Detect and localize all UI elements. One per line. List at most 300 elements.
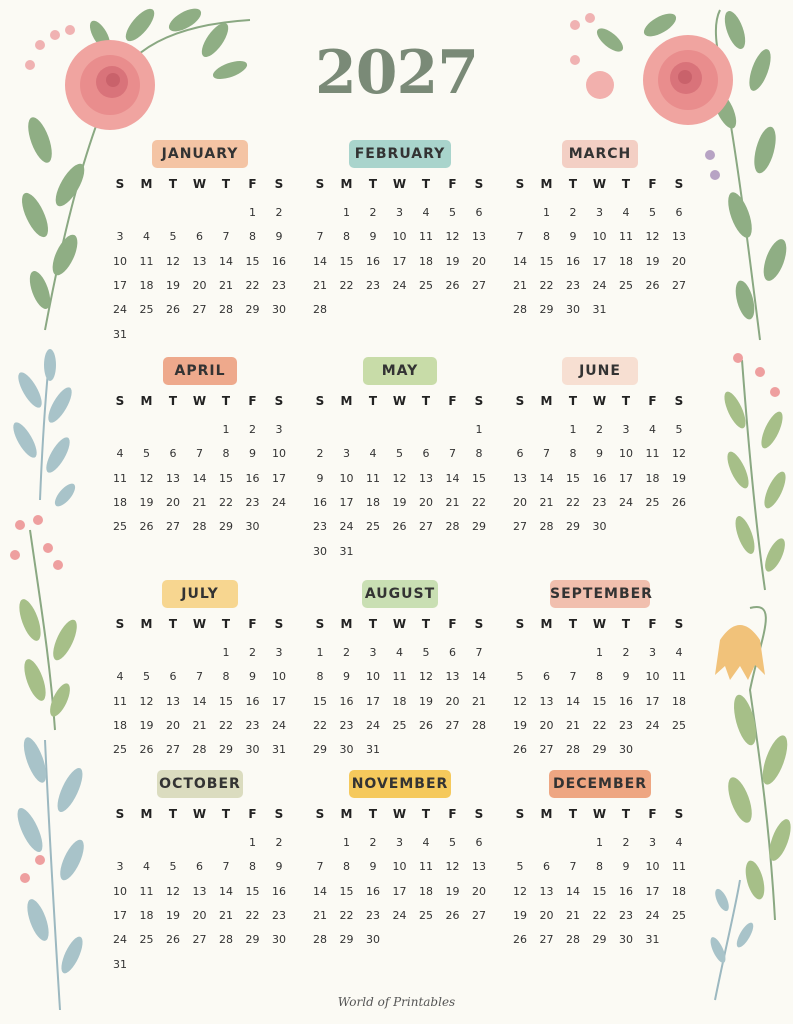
- day-cell: 17: [645, 694, 660, 708]
- day-cell: 21: [192, 495, 207, 509]
- day-cell: 17: [113, 908, 127, 922]
- weekday-label: F: [448, 807, 457, 821]
- day-cell: 20: [672, 254, 686, 268]
- day-cell: 22: [472, 495, 486, 509]
- weekday-label: S: [515, 394, 525, 408]
- bellflower-icon: [715, 625, 765, 680]
- weekday-label: T: [368, 807, 378, 821]
- day-cell: 25: [419, 278, 433, 292]
- day-cell: 16: [272, 884, 286, 898]
- day-cell: 6: [196, 860, 203, 874]
- month-label: FEBRUARY: [349, 140, 451, 168]
- day-cell: 7: [569, 860, 577, 874]
- day-cell: 11: [113, 694, 127, 708]
- day-cell: 20: [539, 908, 554, 922]
- weekday-label: T: [421, 177, 431, 191]
- day-cell: 2: [343, 646, 350, 659]
- day-cell: 10: [645, 670, 660, 684]
- day-cell: 23: [245, 718, 260, 732]
- weekday-label: M: [140, 807, 153, 821]
- day-cell: 20: [472, 254, 486, 268]
- day-cell: 18: [392, 694, 407, 708]
- day-cell: 8: [596, 670, 603, 684]
- weekday-label: S: [474, 394, 484, 408]
- day-cell: 3: [396, 836, 403, 849]
- month-label: DECEMBER: [549, 770, 651, 798]
- day-cell: 24: [392, 278, 407, 292]
- day-cell: 28: [566, 743, 580, 757]
- day-cell: 14: [219, 884, 233, 898]
- weekday-label: F: [448, 394, 457, 408]
- day-cell: 31: [113, 327, 127, 341]
- day-cell: 19: [445, 254, 460, 268]
- day-cell: 8: [249, 230, 256, 244]
- day-cell: 30: [619, 933, 633, 947]
- day-cell: 10: [592, 230, 607, 244]
- month-label: NOVEMBER: [349, 770, 451, 798]
- day-cell: 17: [592, 254, 607, 268]
- weekday-label: W: [392, 394, 407, 408]
- weekday-header: [115, 807, 295, 823]
- day-cell: 29: [472, 520, 486, 534]
- day-cell: 22: [219, 718, 233, 732]
- day-cell: 1: [596, 836, 603, 849]
- day-cell: 27: [419, 520, 433, 534]
- day-cell: 2: [596, 423, 603, 436]
- day-cell: 25: [139, 933, 154, 947]
- day-cell: 24: [619, 495, 633, 509]
- weekday-header: [515, 617, 695, 633]
- day-cell: 21: [219, 278, 233, 292]
- day-cell: 2: [369, 836, 377, 849]
- weekday-label: S: [315, 617, 325, 631]
- day-cell: 12: [645, 230, 660, 244]
- day-cell: 2: [622, 836, 630, 849]
- weekday-label: T: [168, 177, 178, 191]
- day-cell: 23: [366, 908, 380, 922]
- day-cell: 19: [166, 278, 180, 292]
- day-cell: 26: [166, 933, 180, 947]
- day-cell: 30: [272, 303, 286, 317]
- day-cell: 1: [343, 836, 350, 849]
- day-cell: 4: [422, 836, 430, 849]
- day-cell: 3: [596, 206, 603, 219]
- day-cell: 2: [316, 447, 324, 461]
- day-cell: 28: [219, 933, 233, 947]
- weekday-label: F: [648, 807, 657, 821]
- day-cell: 28: [472, 718, 486, 732]
- day-cell: 8: [475, 447, 483, 461]
- day-cell: 3: [622, 423, 630, 436]
- day-cell: 13: [445, 670, 460, 684]
- day-cell: 10: [392, 230, 407, 244]
- day-cell: 6: [675, 206, 683, 219]
- day-cell: 9: [369, 860, 377, 874]
- day-cell: 24: [645, 908, 660, 922]
- weekday-label: S: [515, 617, 525, 631]
- day-cell: 20: [192, 908, 207, 922]
- weekday-label: T: [168, 617, 178, 631]
- day-cell: 18: [419, 254, 433, 268]
- day-cell: 14: [313, 884, 327, 898]
- day-cell: 1: [316, 646, 324, 659]
- day-cell: 17: [392, 884, 407, 898]
- day-cell: 15: [472, 471, 486, 485]
- day-cell: 25: [419, 908, 433, 922]
- day-cell: 19: [139, 718, 154, 732]
- day-cell: 27: [192, 933, 207, 947]
- weekday-label: W: [392, 807, 407, 821]
- day-cell: 8: [543, 230, 550, 244]
- day-cell: 23: [366, 278, 380, 292]
- day-cell: 29: [592, 933, 607, 947]
- weekday-header: [115, 617, 295, 633]
- weekday-label: F: [648, 617, 657, 631]
- day-cell: 23: [619, 718, 633, 732]
- day-cell: 17: [272, 471, 286, 485]
- day-cell: 17: [113, 278, 127, 292]
- day-cell: 2: [275, 836, 283, 849]
- day-cell: 30: [245, 520, 260, 534]
- day-cell: 6: [196, 230, 203, 244]
- brand-footer: World of Printables: [337, 995, 456, 1009]
- day-cell: 14: [472, 670, 486, 684]
- day-cell: 27: [472, 908, 486, 922]
- day-cell: 18: [672, 884, 686, 898]
- day-cell: 11: [645, 447, 660, 461]
- weekday-label: T: [421, 617, 431, 631]
- day-cell: 15: [219, 694, 233, 708]
- day-cell: 15: [339, 254, 354, 268]
- day-cell: 25: [392, 718, 407, 732]
- day-cell: 6: [169, 447, 177, 461]
- day-cell: 25: [113, 743, 127, 757]
- day-cell: 5: [449, 206, 456, 219]
- day-cell: 14: [539, 471, 554, 485]
- day-cell: 20: [166, 718, 180, 732]
- day-cell: 30: [313, 544, 327, 558]
- day-cell: 15: [566, 471, 580, 485]
- day-cell: 28: [539, 520, 554, 534]
- day-cell: 9: [596, 447, 603, 461]
- day-cell: 23: [592, 495, 607, 509]
- day-cell: 9: [343, 670, 350, 684]
- weekday-label: T: [221, 617, 231, 631]
- day-cell: 22: [592, 908, 607, 922]
- weekday-label: W: [192, 394, 207, 408]
- weekday-label: W: [592, 617, 607, 631]
- day-cell: 7: [569, 670, 577, 684]
- day-cell: 12: [139, 694, 154, 708]
- day-cell: 28: [445, 520, 460, 534]
- weekday-header: [515, 177, 695, 193]
- day-cell: 13: [472, 230, 486, 244]
- day-cell: 5: [143, 447, 150, 461]
- day-cell: 24: [392, 908, 407, 922]
- weekday-label: T: [421, 807, 431, 821]
- day-cell: 21: [219, 908, 233, 922]
- weekday-label: M: [340, 177, 353, 191]
- weekday-label: T: [621, 177, 631, 191]
- day-cell: 24: [645, 718, 660, 732]
- day-cell: 12: [419, 670, 433, 684]
- weekday-label: S: [274, 394, 284, 408]
- day-cell: 17: [619, 471, 633, 485]
- day-cell: 26: [139, 743, 154, 757]
- day-cell: 29: [339, 933, 354, 947]
- day-cell: 20: [513, 495, 527, 509]
- day-cell: 30: [566, 303, 580, 317]
- weekday-label: S: [515, 807, 525, 821]
- day-cell: 9: [275, 860, 283, 874]
- day-cell: 26: [672, 495, 686, 509]
- month-label: AUGUST: [362, 580, 438, 608]
- weekday-label: M: [340, 807, 353, 821]
- day-cell: 7: [316, 860, 324, 874]
- day-cell: 13: [166, 471, 180, 485]
- weekday-label: S: [315, 177, 325, 191]
- day-cell: 27: [472, 278, 486, 292]
- day-cell: 6: [449, 646, 456, 659]
- weekday-label: M: [140, 394, 153, 408]
- day-cell: 23: [272, 278, 286, 292]
- day-cell: 1: [249, 836, 256, 849]
- day-cell: 11: [392, 670, 407, 684]
- weekday-label: W: [592, 394, 607, 408]
- weekday-label: S: [274, 177, 284, 191]
- weekday-label: M: [140, 177, 153, 191]
- day-cell: 7: [196, 670, 203, 684]
- day-cell: 22: [245, 908, 260, 922]
- day-cell: 27: [513, 520, 527, 534]
- day-cell: 15: [313, 694, 327, 708]
- day-cell: 16: [272, 254, 286, 268]
- day-cell: 26: [445, 278, 460, 292]
- day-cell: 25: [672, 908, 686, 922]
- day-cell: 1: [475, 423, 483, 436]
- day-cell: 28: [513, 303, 527, 317]
- day-cell: 20: [445, 694, 460, 708]
- weekday-label: T: [368, 177, 378, 191]
- day-cell: 21: [513, 278, 527, 292]
- day-cell: 12: [445, 860, 460, 874]
- day-cell: 29: [566, 520, 580, 534]
- day-cell: 29: [313, 743, 327, 757]
- day-cell: 11: [619, 230, 633, 244]
- day-cell: 12: [513, 694, 527, 708]
- day-cell: 19: [392, 495, 407, 509]
- day-cell: 12: [139, 471, 154, 485]
- day-cell: 22: [539, 278, 554, 292]
- weekday-label: T: [221, 394, 231, 408]
- day-cell: 21: [566, 718, 580, 732]
- day-cell: 31: [592, 303, 607, 317]
- day-cell: 16: [313, 495, 327, 509]
- day-cell: 5: [516, 670, 524, 684]
- day-cell: 22: [313, 718, 327, 732]
- day-cell: 26: [419, 718, 433, 732]
- day-cell: 5: [396, 447, 403, 461]
- day-cell: 11: [366, 471, 380, 485]
- month-label: JANUARY: [152, 140, 248, 168]
- day-cell: 21: [192, 718, 207, 732]
- year-title: 2027: [315, 38, 478, 108]
- day-cell: 28: [192, 520, 207, 534]
- weekday-header: [315, 617, 495, 633]
- day-cell: 31: [339, 544, 354, 558]
- weekday-label: S: [515, 177, 525, 191]
- day-cell: 27: [192, 303, 207, 317]
- day-cell: 2: [249, 646, 256, 659]
- weekday-label: S: [674, 617, 684, 631]
- weekday-label: T: [168, 807, 178, 821]
- day-cell: 4: [422, 206, 430, 219]
- day-cell: 13: [192, 884, 207, 898]
- day-cell: 12: [672, 447, 686, 461]
- day-cell: 16: [245, 471, 260, 485]
- day-cell: 17: [339, 495, 354, 509]
- day-cell: 8: [343, 860, 350, 874]
- day-cell: 6: [475, 206, 483, 219]
- day-cell: 9: [249, 447, 256, 461]
- weekday-label: T: [621, 807, 631, 821]
- day-cell: 21: [313, 908, 327, 922]
- day-cell: 26: [166, 303, 180, 317]
- weekday-label: F: [648, 177, 657, 191]
- day-cell: 17: [392, 254, 407, 268]
- day-cell: 18: [645, 471, 660, 485]
- day-cell: 30: [272, 933, 286, 947]
- month-label: MAY: [363, 357, 437, 385]
- day-cell: 13: [539, 884, 554, 898]
- day-cell: 6: [169, 670, 177, 684]
- day-cell: 13: [539, 694, 554, 708]
- weekday-label: T: [368, 394, 378, 408]
- day-cell: 7: [222, 860, 230, 874]
- day-cell: 16: [619, 694, 633, 708]
- day-cell: 4: [675, 836, 683, 849]
- weekday-label: W: [392, 617, 407, 631]
- weekday-label: M: [540, 617, 553, 631]
- day-cell: 8: [316, 670, 324, 684]
- weekday-label: W: [592, 177, 607, 191]
- day-cell: 30: [339, 743, 354, 757]
- weekday-label: M: [540, 807, 553, 821]
- weekday-header: [115, 394, 295, 410]
- day-cell: 13: [166, 694, 180, 708]
- day-cell: 28: [313, 303, 327, 317]
- day-cell: 17: [272, 694, 286, 708]
- day-cell: 19: [166, 908, 180, 922]
- day-cell: 8: [222, 670, 230, 684]
- day-cell: 9: [622, 670, 630, 684]
- weekday-label: T: [621, 617, 631, 631]
- day-cell: 23: [619, 908, 633, 922]
- day-cell: 10: [113, 254, 127, 268]
- day-cell: 29: [219, 743, 233, 757]
- day-cell: 3: [396, 206, 403, 219]
- weekday-label: F: [248, 617, 257, 631]
- weekday-label: T: [221, 807, 231, 821]
- day-cell: 18: [139, 278, 154, 292]
- day-cell: 24: [113, 303, 127, 317]
- weekday-label: S: [674, 807, 684, 821]
- weekday-header: [315, 807, 495, 823]
- month-label: JULY: [162, 580, 238, 608]
- day-cell: 7: [516, 230, 524, 244]
- day-cell: 4: [143, 860, 150, 874]
- day-cell: 6: [543, 860, 550, 874]
- weekday-label: T: [168, 394, 178, 408]
- day-cell: 14: [445, 471, 460, 485]
- day-cell: 8: [222, 447, 230, 461]
- day-cell: 1: [569, 423, 577, 436]
- day-cell: 19: [139, 495, 154, 509]
- day-cell: 22: [339, 278, 354, 292]
- day-cell: 19: [645, 254, 660, 268]
- weekday-header: [115, 177, 295, 193]
- day-cell: 21: [539, 495, 554, 509]
- day-cell: 12: [392, 471, 407, 485]
- day-cell: 10: [645, 860, 660, 874]
- day-cell: 29: [592, 743, 607, 757]
- day-cell: 26: [513, 743, 527, 757]
- day-cell: 5: [449, 836, 456, 849]
- day-cell: 2: [249, 423, 256, 436]
- weekday-label: F: [248, 177, 257, 191]
- day-cell: 22: [245, 278, 260, 292]
- weekday-label: S: [674, 177, 684, 191]
- day-cell: 13: [472, 860, 486, 874]
- month-label: JUNE: [562, 357, 638, 385]
- day-cell: 31: [113, 957, 127, 971]
- day-cell: 3: [369, 646, 377, 659]
- day-cell: 11: [672, 860, 686, 874]
- day-cell: 16: [366, 884, 380, 898]
- day-cell: 4: [143, 230, 150, 244]
- weekday-label: S: [274, 617, 284, 631]
- weekday-label: T: [421, 394, 431, 408]
- day-cell: 16: [339, 694, 354, 708]
- day-cell: 21: [472, 694, 486, 708]
- day-cell: 22: [219, 495, 233, 509]
- weekday-label: W: [192, 177, 207, 191]
- day-cell: 10: [272, 670, 286, 684]
- day-cell: 4: [649, 423, 656, 436]
- day-cell: 28: [219, 303, 233, 317]
- day-cell: 25: [366, 520, 380, 534]
- day-cell: 3: [275, 646, 283, 659]
- day-cell: 5: [675, 423, 683, 436]
- day-cell: 4: [396, 646, 403, 659]
- day-cell: 18: [619, 254, 633, 268]
- day-cell: 7: [196, 447, 203, 461]
- weekday-label: F: [448, 177, 457, 191]
- weekday-label: S: [474, 617, 484, 631]
- day-cell: 7: [543, 447, 550, 461]
- day-cell: 28: [313, 933, 327, 947]
- day-cell: 21: [445, 495, 460, 509]
- day-cell: 1: [249, 206, 256, 219]
- day-cell: 15: [219, 471, 233, 485]
- day-cell: 27: [166, 743, 180, 757]
- day-cell: 12: [513, 884, 527, 898]
- day-cell: 22: [339, 908, 354, 922]
- day-cell: 16: [366, 254, 380, 268]
- day-cell: 7: [475, 646, 483, 659]
- day-cell: 14: [192, 694, 207, 708]
- day-cell: 29: [539, 303, 554, 317]
